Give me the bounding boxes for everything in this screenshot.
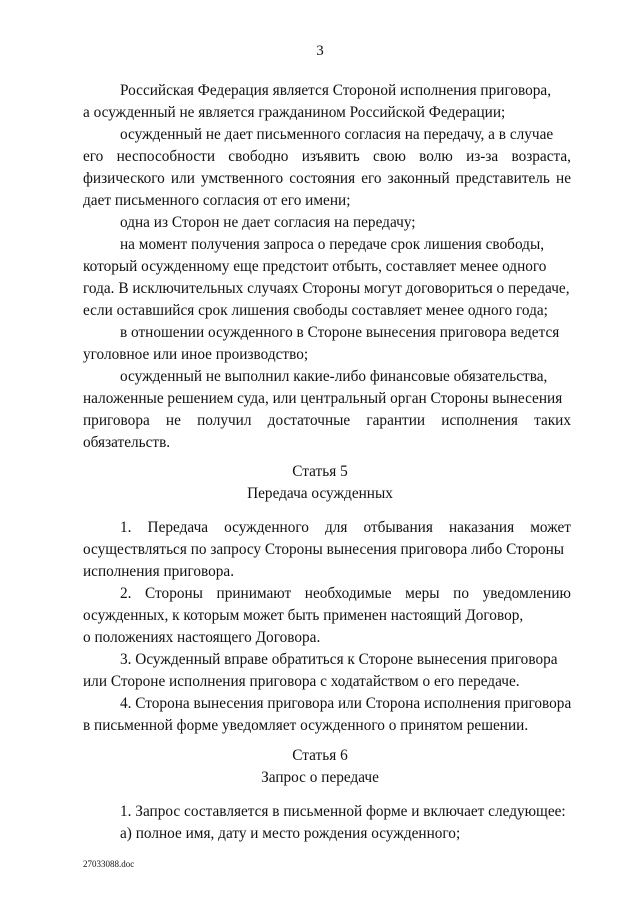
paragraph-line: 3. Осужденный вправе обратиться к Стороне вынесения приговора xyxy=(120,651,558,668)
paragraph-line: 1. Передача осужденного для отбывания наказания может xyxy=(120,519,571,536)
paragraph-line: а осужденный не является гражданином Российской Федерации; xyxy=(83,104,506,121)
article-heading: Статья 6 xyxy=(292,747,348,764)
paragraph-line: осужденный не дает письменного согласия на передачу, а в случае xyxy=(120,126,554,143)
paragraph-line: дает письменного согласия от его имени; xyxy=(83,192,351,209)
paragraph-line: исполнения приговора. xyxy=(83,563,235,580)
paragraph-line: 2. Стороны принимают необходимые меры по уведомлению xyxy=(120,585,571,602)
paragraph-line: физического или умственного состояния его законный представитель не xyxy=(83,170,571,187)
paragraph-line: уголовное или иное производство; xyxy=(83,346,309,363)
article-heading: Статья 5 xyxy=(292,463,348,480)
paragraph-line: осужденный не выполнил какие-либо финансовые обязательства, xyxy=(120,368,548,385)
paragraph-line: Российская Федерация является Стороной исполнения приговора, xyxy=(120,82,552,99)
paragraph-line: приговора не получил достаточные гарантии исполнения таких xyxy=(83,412,571,429)
paragraph-line: о положениях настоящего Договора. xyxy=(83,629,321,646)
paragraph-line: осужденных, к которым может быть применен настоящий Договор, xyxy=(83,607,524,624)
page-number: 3 xyxy=(316,43,324,59)
article-title: Передача осужденных xyxy=(247,485,393,502)
document-filename: 27033088.doc xyxy=(83,859,135,869)
paragraph-line: который осужденному еще предстоит отбыть, составляет менее одного xyxy=(83,258,547,275)
article-title: Запрос о передаче xyxy=(261,769,379,786)
paragraph-line: в отношении осужденного в Стороне вынесения приговора ведется xyxy=(120,324,560,341)
paragraph-line: или Стороне исполнения приговора с ходатайством о его передаче. xyxy=(83,673,520,690)
paragraph-line: 4. Сторона вынесения приговора или Сторона исполнения приговора xyxy=(120,695,572,712)
paragraph-line: одна из Сторон не дает согласия на передачу; xyxy=(120,214,416,231)
paragraph-line: если оставшийся срок лишения свободы составляет менее одного года; xyxy=(83,302,548,319)
paragraph-line: на момент получения запроса о передаче срок лишения свободы, xyxy=(120,236,545,253)
paragraph-line: а) полное имя, дату и место рождения осужденного; xyxy=(120,825,461,842)
paragraph-line: обязательств. xyxy=(83,434,171,451)
paragraph-line: наложенные решением суда, или центральный орган Стороны вынесения xyxy=(83,390,563,407)
paragraph-line: осуществляться по запросу Стороны вынесения приговора либо Стороны xyxy=(83,541,565,558)
paragraph-line: года. В исключительных случаях Стороны могут договориться о передаче, xyxy=(83,280,570,297)
paragraph-line: его неспособности свободно изъявить свою волю из-за возраста, xyxy=(83,148,571,165)
paragraph-line: в письменной форме уведомляет осужденного о принятом решении. xyxy=(83,717,529,734)
paragraph-line: 1. Запрос составляется в письменной форме и включает следующее: xyxy=(120,803,566,820)
